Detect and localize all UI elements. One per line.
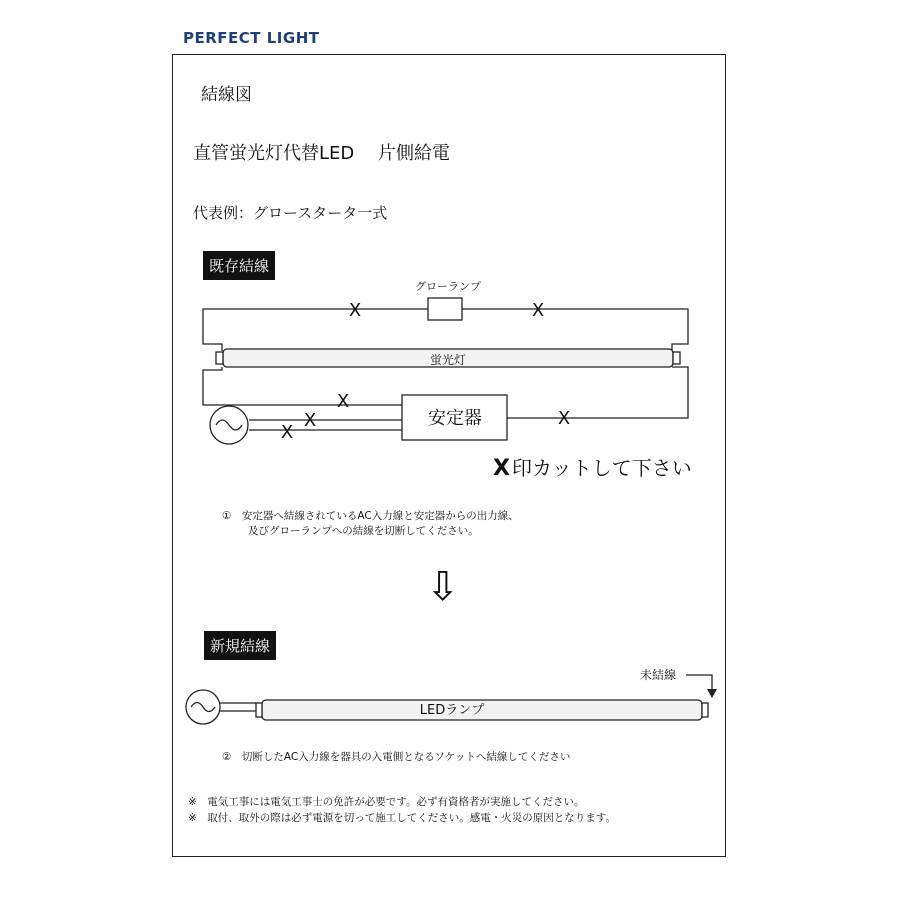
glow-lamp-box <box>428 298 462 320</box>
page-subtitle: 代表例：グロースタータ一式 <box>193 204 388 222</box>
cut-mark-ballast-output: X <box>557 408 571 429</box>
cut-mark-ballast-input: X <box>336 391 350 412</box>
tube-label: 蛍光灯 <box>429 353 467 367</box>
wire-tube-to-ballast <box>203 367 402 405</box>
cut-mark-glow-right: X <box>531 300 545 321</box>
note-1-line-2: 及びグローランプへの結線を切断してください。 <box>248 525 479 537</box>
glow-lamp-label: グローランプ <box>415 280 481 293</box>
new-wiring-label: 新規結線 <box>204 631 276 660</box>
wire-top-right <box>462 309 688 351</box>
ballast-label: 安定器 <box>428 408 482 429</box>
note-2: ② 切断したAC入力線を器具の入電側となるソケットへ結線してください <box>222 751 571 763</box>
unconnected-pointer-head <box>707 689 717 698</box>
wire-ballast-to-right <box>507 367 688 418</box>
led-cap-left <box>256 703 262 717</box>
page-title: 直管蛍光灯代替LED 片側給電 <box>193 143 450 164</box>
led-cap-right <box>702 703 708 717</box>
unconnected-label: 未結線 <box>640 668 677 682</box>
tube-cap-right <box>673 352 680 364</box>
cut-mark-glow-left: X <box>348 300 362 321</box>
unconnected-pointer-line <box>686 675 712 690</box>
cut-mark-ac-lower: X <box>280 422 294 443</box>
cut-instruction <box>493 452 692 481</box>
tube-cap-left <box>216 352 223 364</box>
note-1-line-1: ① 安定器へ結線されているAC入力線と安定器からの出力線、 <box>222 510 519 522</box>
brand-logo: PERFECT LIGHT <box>183 29 320 47</box>
page-heading: 結線図 <box>201 85 252 105</box>
footnote-license: ※ 電気工事には電気工事士の免許が必要です。必ず有資格者が実施してください。 <box>188 796 585 808</box>
footnote-power-off: ※ 取付、取外の際は必ず電源を切って施工してください。感電・火災の原因となります。 <box>188 812 616 824</box>
down-arrow-icon: ⇩ <box>426 564 460 610</box>
existing-wiring-label: 既存結線 <box>203 251 275 280</box>
cut-mark-ac-upper: X <box>303 410 317 431</box>
wire-top-left <box>203 309 428 351</box>
led-lamp-label: LEDランプ <box>419 703 485 718</box>
cut-instruction-text: 印カットして下さい <box>511 456 692 480</box>
cut-instruction-mark: X <box>493 456 510 481</box>
